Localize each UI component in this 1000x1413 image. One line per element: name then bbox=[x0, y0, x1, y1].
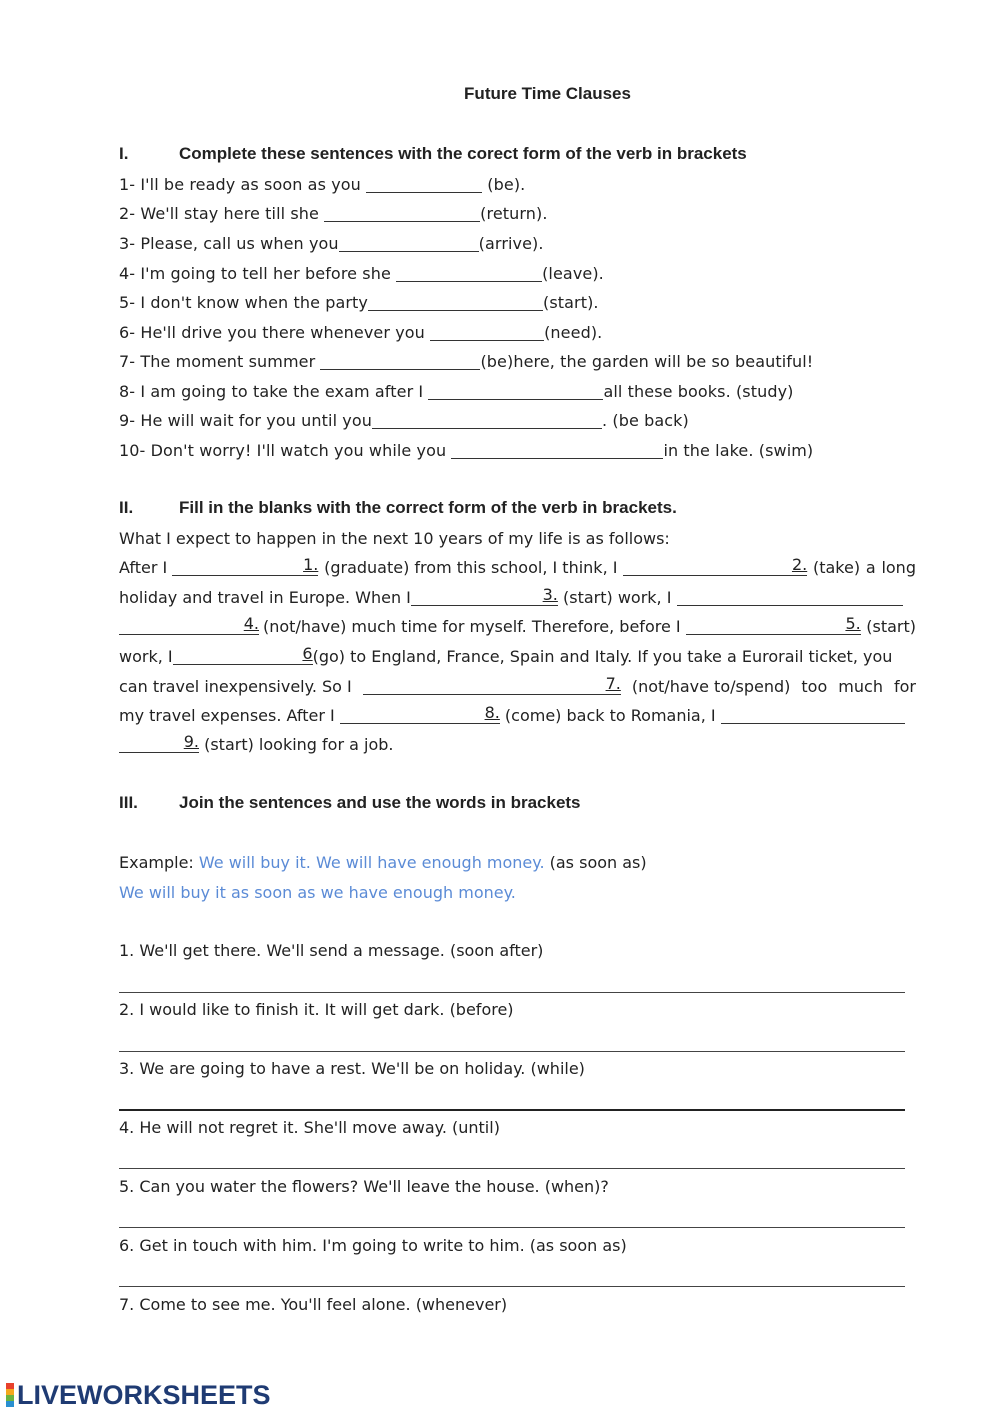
s1-blank-10[interactable] bbox=[451, 440, 663, 459]
s2-blank-4a[interactable] bbox=[677, 587, 903, 606]
s1-blank-8[interactable] bbox=[428, 381, 603, 400]
logo-text: LIVEWORKSHEETS bbox=[17, 1379, 271, 1410]
s1-blank-3[interactable] bbox=[339, 233, 479, 252]
s3-answer-line-2[interactable] bbox=[119, 1051, 905, 1052]
s2-blank-1[interactable]: 1. bbox=[172, 557, 318, 576]
s1-item-7: 7- The moment summer (be)here, the garden will be so beautiful! bbox=[119, 352, 814, 371]
s2-line-7: 9. (start) looking for a job. bbox=[119, 734, 916, 756]
s3-example-answer: We will buy it as soon as we have enough money. bbox=[119, 883, 516, 902]
s2-line-5: can travel inexpensively. So I 7. (not/have to/spend) too much for bbox=[119, 674, 916, 696]
s3-answer-line-5[interactable] bbox=[119, 1227, 905, 1228]
s3-item-3: 3. We are going to have a rest. We'll be on holiday. (while) bbox=[119, 1059, 585, 1078]
s1-item-1: 1- I'll be ready as soon as you (be). bbox=[119, 175, 526, 194]
s1-item-8: 8- I am going to take the exam after I all these books. (study) bbox=[119, 382, 794, 401]
s3-answer-line-1[interactable] bbox=[119, 992, 905, 993]
s2-blank-6[interactable]: 6 bbox=[173, 646, 313, 665]
s1-blank-4[interactable] bbox=[396, 263, 542, 282]
s1-item-6: 6- He'll drive you there whenever you (need). bbox=[119, 323, 603, 342]
s1-blank-1[interactable] bbox=[366, 174, 482, 193]
s1-item-10: 10- Don't worry! I'll watch you while you in the lake. (swim) bbox=[119, 441, 814, 460]
s3-item-5: 5. Can you water the flowers? We'll leave the house. (when)? bbox=[119, 1177, 609, 1196]
s2-line-1: After I 1. (graduate) from this school, I think, I 2. (take) a long bbox=[119, 555, 916, 577]
s3-item-7: 7. Come to see me. You'll feel alone. (whenever) bbox=[119, 1295, 508, 1314]
s1-item-4: 4- I'm going to tell her before she (leave). bbox=[119, 264, 604, 283]
s3-item-4: 4. He will not regret it. She'll move away. (until) bbox=[119, 1118, 500, 1137]
s2-line-2: holiday and travel in Europe. When I 3. (start) work, I bbox=[119, 587, 916, 609]
s2-blank-2[interactable]: 2. bbox=[623, 557, 807, 576]
section-3-title: Join the sentences and use the words in brackets bbox=[179, 793, 581, 812]
s1-blank-2[interactable] bbox=[324, 203, 480, 222]
s2-blank-3[interactable]: 3. bbox=[411, 587, 558, 606]
s2-blank-8[interactable]: 8. bbox=[340, 705, 500, 724]
s1-blank-6[interactable] bbox=[430, 322, 544, 341]
s1-blank-9[interactable] bbox=[372, 410, 602, 429]
s2-line-3: 4. (not/have) much time for myself. Therefore, before I 5. (start) bbox=[119, 616, 916, 638]
section-1-heading bbox=[119, 144, 747, 164]
section-1-number: I. bbox=[119, 144, 129, 163]
s1-item-2: 2- We'll stay here till she (return). bbox=[119, 204, 548, 223]
s2-blank-5[interactable]: 5. bbox=[686, 616, 861, 635]
s3-item-1: 1. We'll get there. We'll send a message. (soon after) bbox=[119, 941, 544, 960]
s3-item-2: 2. I would like to finish it. It will get dark. (before) bbox=[119, 1000, 514, 1019]
s2-line-6: my travel expenses. After I 8. (come) back to Romania, I bbox=[119, 705, 916, 727]
section-3-heading bbox=[119, 793, 581, 813]
section-1-title: Complete these sentences with the corect form of the verb in brackets bbox=[179, 144, 747, 163]
s1-blank-7[interactable] bbox=[320, 351, 480, 370]
s3-answer-line-4[interactable] bbox=[119, 1168, 905, 1169]
page-title: Future Time Clauses bbox=[464, 84, 631, 103]
s3-example: Example: We will buy it. We will have enough money. (as soon as) bbox=[119, 853, 647, 872]
liveworksheets-logo bbox=[6, 1380, 271, 1410]
s3-answer-line-3[interactable] bbox=[119, 1109, 905, 1111]
s2-blank-7[interactable]: 7. bbox=[363, 676, 621, 695]
s3-item-6: 6. Get in touch with him. I'm going to write to him. (as soon as) bbox=[119, 1236, 627, 1255]
s3-answer-line-6[interactable] bbox=[119, 1286, 905, 1287]
section-2-heading bbox=[119, 498, 677, 518]
section-2-number: II. bbox=[119, 498, 134, 517]
s1-blank-5[interactable] bbox=[368, 292, 543, 311]
s2-blank-9a[interactable] bbox=[721, 705, 905, 724]
s2-blank-4b[interactable]: 4. bbox=[119, 616, 259, 635]
section-2-title: Fill in the blanks with the correct form of the verb in brackets. bbox=[179, 498, 677, 517]
s1-item-5: 5- I don't know when the party (start). bbox=[119, 293, 599, 312]
s2-line-4: work, I 6 (go) to England, France, Spain and Italy. If you take a Eurorail ticket, you bbox=[119, 644, 893, 666]
s2-intro: What I expect to happen in the next 10 years of my life is as follows: bbox=[119, 529, 670, 548]
logo-color-bars-icon bbox=[6, 1383, 14, 1407]
s1-item-3: 3- Please, call us when you (arrive). bbox=[119, 234, 544, 253]
s1-item-9: 9- He will wait for you until you . (be back) bbox=[119, 411, 689, 430]
s2-blank-9b[interactable]: 9. bbox=[119, 734, 199, 753]
section-3-number: III. bbox=[119, 793, 138, 812]
